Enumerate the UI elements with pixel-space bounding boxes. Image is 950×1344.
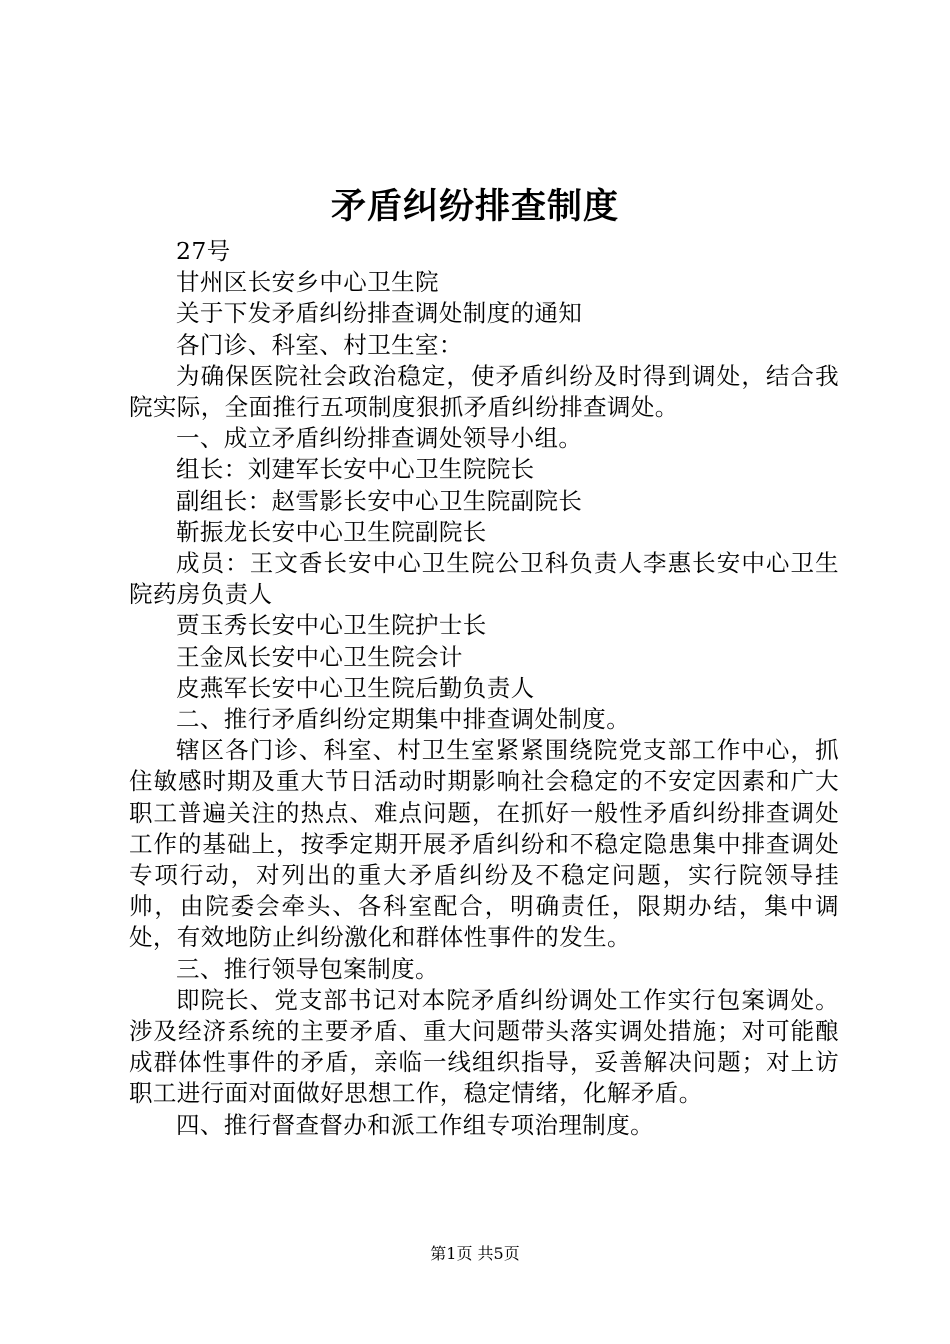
member-line: 王金凤长安中心卫生院会计: [176, 642, 463, 671]
section-heading-3: 三、推行领导包案制度。: [176, 954, 439, 983]
section-heading-2: 二、推行矛盾纠纷定期集中排查调处制度。: [176, 705, 631, 734]
member-line: 皮燕军长安中心卫生院后勤负责人: [176, 673, 535, 702]
member-line: 贾玉秀长安中心卫生院护士长: [176, 611, 487, 640]
recipients: 各门诊、科室、村卫生室：: [176, 330, 463, 359]
leader-line: 组长：刘建军长安中心卫生院院长: [176, 455, 535, 484]
section-3-body: 即院长、党支部书记对本院矛盾纠纷调处工作实行包案调处。涉及经济系统的主要矛盾、重大问题带头落实调处措施；对可能酿成群体性事件的矛盾，亲临一线组织指导，妥善解决问题；对上访职工进行面对面做好思想工作，稳定情绪，化解矛盾。: [129, 985, 839, 1108]
document-body: [129, 236, 839, 1141]
document-title: 矛盾纠纷排查制度: [330, 186, 619, 227]
members-line: 成员：王文香长安中心卫生院公卫科负责人李惠长安中心卫生院药房负责人: [129, 549, 839, 609]
notice-subject: 关于下发矛盾纠纷排查调处制度的通知: [176, 299, 583, 328]
intro-paragraph: 为确保医院社会政治稳定，使矛盾纠纷及时得到调处，结合我院实际，全面推行五项制度狠抓矛盾纠纷排查调处。: [129, 361, 839, 422]
issuer-name: 甘州区长安乡中心卫生院: [176, 268, 439, 297]
section-2-body: 辖区各门诊、科室、村卫生室紧紧围绕院党支部工作中心，抓住敏感时期及重大节日活动时期影响社会稳定的不安定因素和广大职工普遍关注的热点、难点问题，在抓好一般性矛盾纠纷排查调处工作的基础上，按季定期开展矛盾纠纷和不稳定隐患集中排查调处专项行动，对列出的重大矛盾纠纷及不稳定问题，实行院领导挂帅，由院委会牵头、各科室配合，明确责任，限期办结，集中调处，有效地防止纠纷激化和群体性事件的发生。: [129, 736, 839, 952]
page-footer: 第1页 共5页: [430, 1244, 520, 1263]
section-heading-1: 一、成立矛盾纠纷排查调处领导小组。: [176, 424, 583, 453]
section-heading-4: 四、推行督查督办和派工作组专项治理制度。: [176, 1110, 654, 1139]
deputy-leader-line: 副组长：赵雪影长安中心卫生院副院长: [176, 486, 583, 515]
deputy-leader-line-2: 靳振龙长安中心卫生院副院长: [176, 517, 487, 546]
notice-number: 27号: [176, 237, 231, 265]
